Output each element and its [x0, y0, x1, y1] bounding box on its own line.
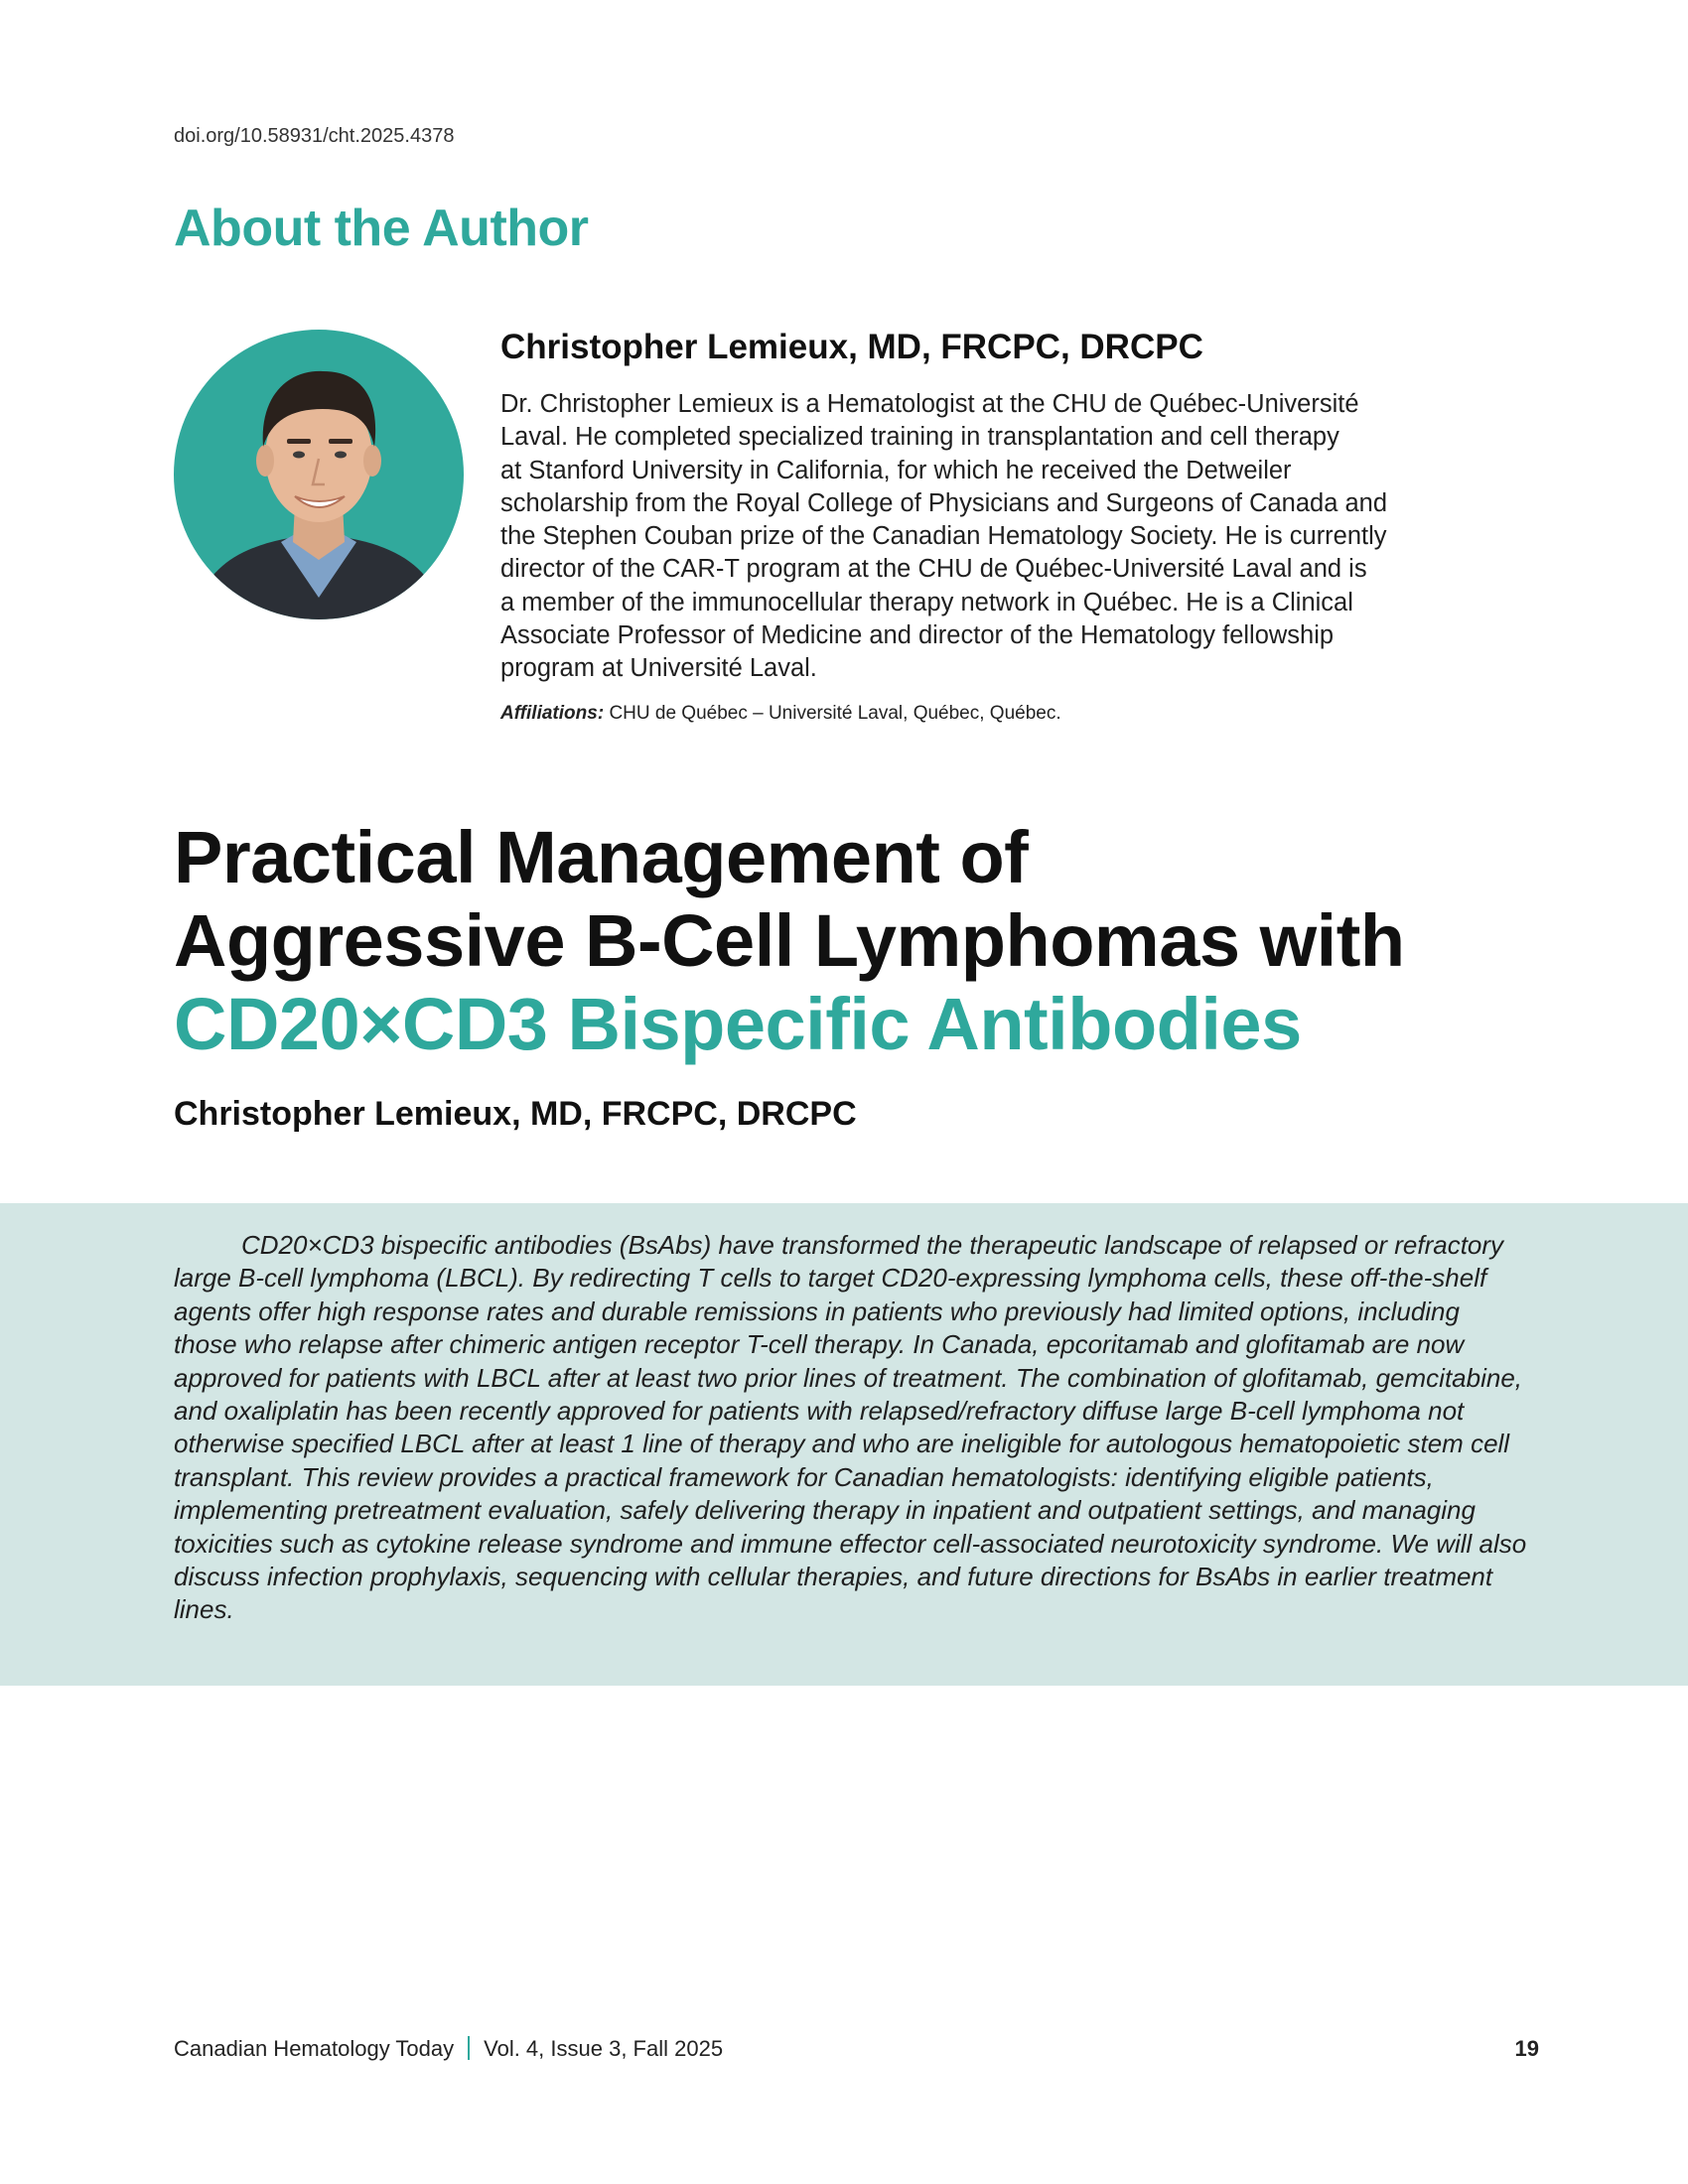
footer-issue: Vol. 4, Issue 3, Fall 2025: [484, 2036, 724, 2061]
page-number: 19: [1514, 2036, 1539, 2061]
about-author-heading: About the Author: [174, 200, 589, 257]
footer-journal-info: [174, 2036, 723, 2062]
affiliations: [500, 703, 1061, 725]
author-photo: [174, 330, 464, 619]
author-portrait-icon: [174, 330, 464, 619]
bio-line: scholarship from the Royal College of Physicians and Surgeons of Canada and: [500, 488, 1388, 517]
affiliations-text: CHU de Québec – Université Laval, Québec, Québec.: [609, 703, 1061, 724]
footer-journal: Canadian Hematology Today: [174, 2036, 455, 2061]
bio-line: Laval. He completed specialized training in transplantation and cell therapy: [500, 423, 1339, 452]
footer-divider: [468, 2036, 470, 2060]
doi-link[interactable]: doi.org/10.58931/cht.2025.4378: [174, 125, 455, 147]
author-bio: [500, 388, 1553, 686]
article-title: [174, 816, 1405, 1066]
bio-line: a member of the immunocellular therapy network in Québec. He is a Clinical: [500, 588, 1353, 616]
affiliations-label: Affiliations:: [500, 703, 605, 724]
title-line-1: Practical Management of: [174, 816, 1029, 898]
bio-line: Associate Professor of Medicine and director of the Hematology fellowship: [500, 621, 1335, 650]
bio-line: program at Université Laval.: [500, 654, 817, 683]
bio-line: director of the CAR-T program at the CHU de Québec-Université Laval and is: [500, 555, 1367, 584]
title-line-2: Aggressive B-Cell Lymphomas with: [174, 899, 1405, 982]
article-byline: Christopher Lemieux, MD, FRCPC, DRCPC: [174, 1095, 857, 1133]
bio-line: at Stanford University in California, for which he received the Detweiler: [500, 456, 1292, 484]
author-name: Christopher Lemieux, MD, FRCPC, DRCPC: [500, 328, 1203, 366]
abstract-text: CD20×CD3 bispecific antibodies (BsAbs) have transformed the therapeutic landscape of relapsed or refractory large B-cell lymphoma (LBCL). By redirecting T cells to target CD20-expressing lymphoma cells, these off-the-shelf agents offer high response rates and durable remissions in patients who previously had limited options, including those who relapse after chimeric antigen receptor T-cell therapy. In Canada, epcoritamab and glofitamab are now approved for patients with LBCL after at least two prior lines of treatment. The combination of glofitamab, gemcitabine, and oxaliplatin has been recently approved for patients with relapsed/refractory diffuse large B-cell lymphoma not otherwise specified LBCL after at least 1 line of therapy and who are ineligible for autologous hematopoietic stem cell transplant. This review provides a practical framework for Canadian hematologists: identifying eligible patients, implementing pretreatment evaluation, safely delivering therapy in inpatient and outpatient settings, and managing toxicities such as cytokine release syndrome and immune effector cell-associated neurotoxicity syndrome. We will also discuss infection prophylaxis, sequencing with cellular therapies, and future directions for BsAbs in earlier treatment lines.: [174, 1230, 1527, 1625]
bio-line: the Stephen Couban prize of the Canadian Hematology Society. He is currently: [500, 522, 1387, 551]
bio-line: Dr. Christopher Lemieux is a Hematologist at the CHU de Québec-Université: [500, 390, 1359, 418]
title-line-3: CD20×CD3 Bispecific Antibodies: [174, 983, 1302, 1065]
